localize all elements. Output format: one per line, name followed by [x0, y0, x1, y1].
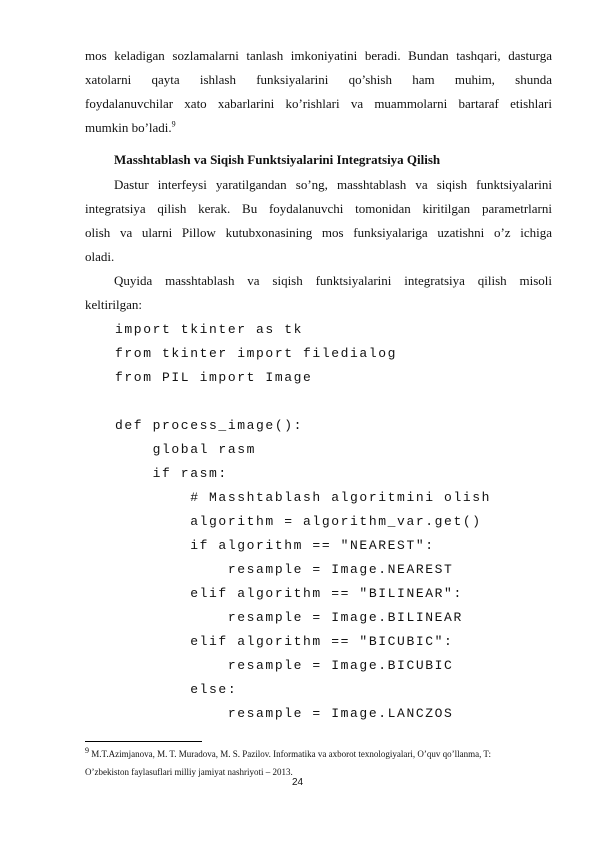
footnote: [85, 745, 552, 781]
paragraph-2-line-4: oladi.: [85, 249, 115, 264]
paragraph-1: [85, 44, 552, 140]
paragraph-1-line-3: foydalanuvchilar xato xabarlarini ko’rishlari va muammolarni bartaraf etishlari: [85, 96, 552, 111]
code-line: from PIL import Image: [115, 370, 313, 385]
code-line: # Masshtablash algoritmini olish: [115, 490, 492, 505]
code-line: algorithm = algorithm_var.get(): [115, 514, 482, 529]
paragraph-2: [85, 173, 552, 269]
code-line: def process_image():: [115, 418, 304, 433]
footnote-divider: [85, 741, 202, 742]
paragraph-3: [85, 269, 552, 317]
code-line: else:: [115, 682, 238, 697]
footnote-number: 9: [85, 746, 89, 755]
paragraph-1-line-2: xatolarni qayta ishlash funksiyalarini qo’shish ham muhim, shunda: [85, 72, 552, 87]
code-line: if rasm:: [115, 466, 228, 481]
footnote-text-1: M.T.Azimjanova, M. T. Muradova, M. S. Pazilov. Informatika va axborot texnologiyalari, O’quv qo’llanma, T:: [89, 749, 491, 759]
footnote-reference: 9: [171, 119, 176, 129]
code-line: elif algorithm == "BILINEAR":: [115, 586, 463, 601]
code-line: resample = Image.LANCZOS: [115, 706, 454, 721]
code-line: resample = Image.BICUBIC: [115, 658, 454, 673]
code-line: global rasm: [115, 442, 257, 457]
paragraph-1-line-4: [85, 116, 552, 140]
footnote-line-1: [85, 745, 552, 763]
code-line: resample = Image.NEAREST: [115, 562, 454, 577]
paragraph-1-line-1: mos keladigan sozlamalarni tanlash imkoniyatini beradi. Bundan tashqari, dasturga: [85, 48, 552, 63]
paragraph-1-last-text: mumkin bo’ladi.: [85, 120, 172, 135]
footnote-line-2: O’zbekiston faylasuflari milliy jamiyat nashriyoti – 2013.: [85, 767, 293, 777]
page-number: 24: [291, 777, 304, 788]
code-line: resample = Image.BILINEAR: [115, 610, 463, 625]
code-line: from tkinter import filedialog: [115, 346, 398, 361]
paragraph-3-line-2: keltirilgan:: [85, 297, 143, 312]
paragraph-2-line-2: integratsiya qilish kerak. Bu foydalanuvchi tomonidan kiritilgan parametrlarni: [85, 201, 552, 216]
code-line: elif algorithm == "BICUBIC":: [115, 634, 454, 649]
code-line: import tkinter as tk: [115, 322, 304, 337]
paragraph-2-line-3: olish va ularni Pillow kutubxonasining mos funksiyalariga uzatishni o’z ichiga: [85, 225, 552, 240]
paragraph-2-line-1: Dastur interfeysi yaratilgandan so’ng, masshtablash va siqish funktsiyalarini: [114, 177, 552, 192]
section-heading: Masshtablash va Siqish Funktsiyalarini Integratsiya Qilish: [114, 152, 441, 167]
paragraph-3-line-1: Quyida masshtablash va siqish funktsiyalarini integratsiya qilish misoli: [114, 273, 552, 288]
code-line: if algorithm == "NEAREST":: [115, 538, 435, 553]
